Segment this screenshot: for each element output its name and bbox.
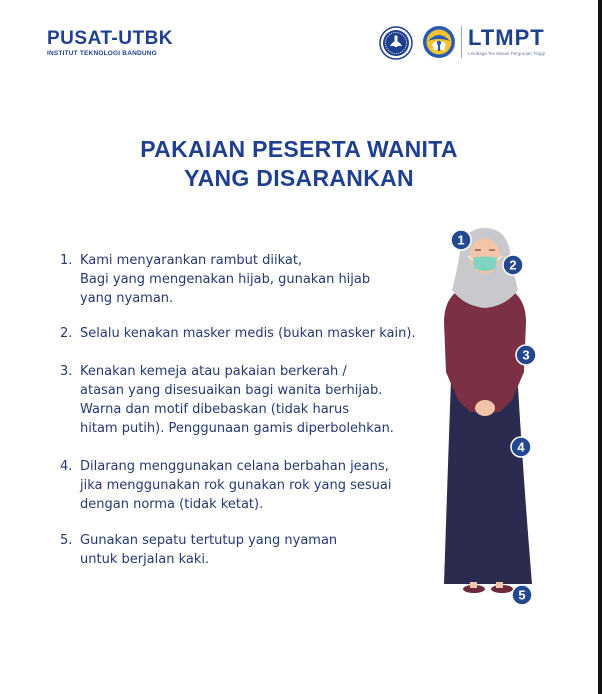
itb-seal-icon (379, 26, 413, 60)
title-line-1: PAKAIAN PESERTA WANITA (140, 136, 458, 162)
ltmpt-logo (468, 26, 545, 56)
marker-1-label: 1 (457, 232, 465, 248)
list-item-number: 2. (60, 326, 73, 341)
list-item-number: 5. (60, 533, 73, 548)
marker-4-label: 4 (517, 439, 525, 455)
list-item-number: 4. (60, 459, 73, 474)
logo-divider (461, 26, 462, 58)
marker-5-icon (511, 584, 533, 606)
right-leg (496, 582, 503, 588)
list-item (60, 457, 391, 514)
list-item (60, 251, 370, 308)
brand-logo (47, 29, 173, 57)
brand-title: PUSAT-UTBK (47, 28, 174, 49)
marker-2-icon (502, 254, 524, 276)
list-item-text: Gunakan sepatu tertutup yang nyaman untuk berjalan kaki. (80, 533, 338, 567)
face-mask (473, 257, 497, 272)
woman-figure-illustration (430, 222, 540, 612)
list-item-text: Selalu kenakan masker medis (bukan masker kain). (80, 326, 416, 341)
list-item-number: 1. (60, 253, 73, 268)
list-item (60, 324, 416, 343)
list-item-text: Dilarang menggunakan celana berbahan jeans, jika menggunakan rok gunakan rok yang sesuai dengan norma (tidak ketat). (80, 459, 392, 512)
marker-4-icon (510, 436, 532, 458)
hands (475, 400, 495, 416)
brand-subtitle: INSTITUT TEKNOLOGI BANDUNG (47, 50, 157, 57)
marker-2-label: 2 (509, 257, 517, 273)
ltmpt-title: LTMPT (468, 25, 545, 50)
title-line-2: YANG DISARANKAN (184, 165, 414, 191)
list-item-text: Kami menyarankan rambut diikat, Bagi yang mengenakan hijab, gunakan hijab yang nyaman. (80, 253, 371, 306)
marker-5-label: 5 (518, 587, 526, 603)
tut-wuri-handayani-icon (422, 25, 456, 59)
list-item-text: Kenakan kemeja atau pakaian berkerah / atasan yang disesuaikan bagi wanita berhijab. Warna dan motif dibebaskan (tidak harus hitam putih). Penggunaan gamis diperbolehkan. (80, 364, 394, 436)
marker-3-icon (515, 344, 537, 366)
left-leg (470, 582, 477, 588)
list-item-number: 3. (60, 364, 73, 379)
list-item (60, 531, 337, 569)
page-title (0, 135, 598, 193)
marker-3-label: 3 (522, 347, 530, 363)
ltmpt-subtitle: Lembaga Tes Masuk Perguruan Tinggi (468, 51, 545, 56)
list-item (60, 362, 394, 438)
marker-1-icon (450, 229, 472, 251)
